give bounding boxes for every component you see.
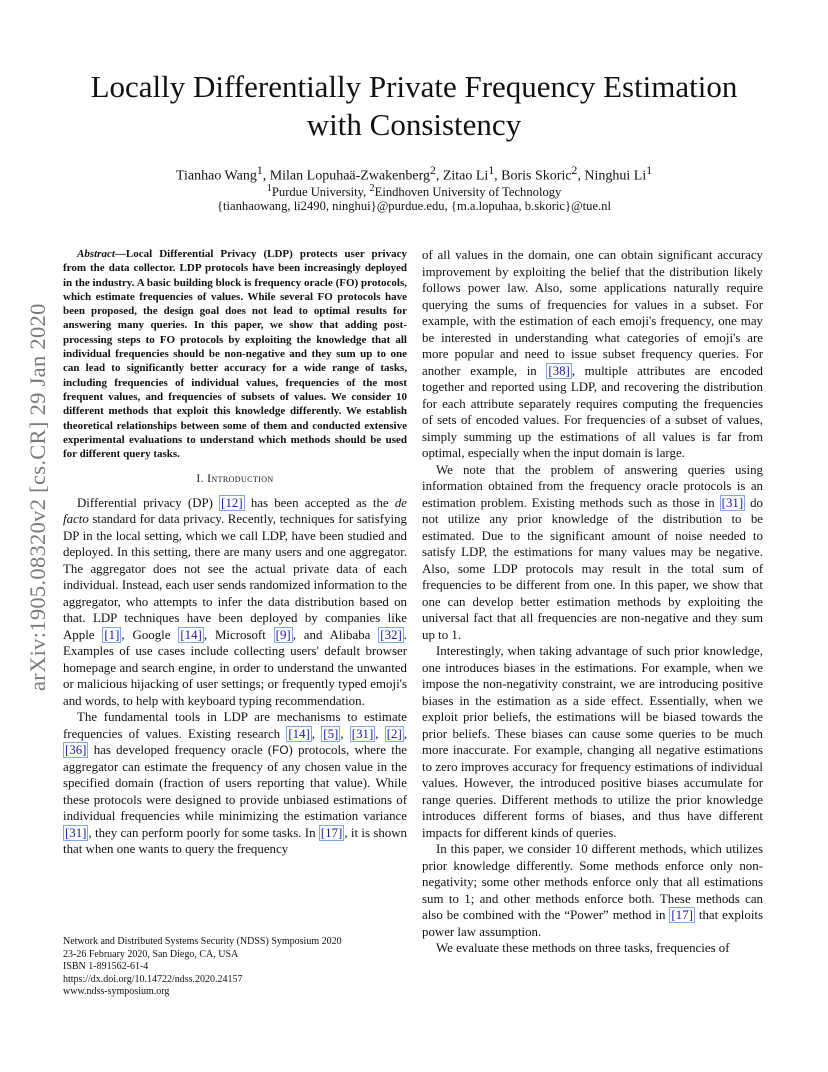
author-emails: {tianhaowang, li2490, ninghui}@purdue.edu, {m.a.lopuhaa, b.skoric}@tue.nl [217, 199, 611, 213]
citation-link[interactable]: [36] [65, 743, 87, 758]
citation-link[interactable]: [17] [671, 908, 693, 922]
abstract-text: —Local Differential Privacy (LDP) protects user privacy from the data collector. LDP protocols have been increasingly deployed in the industry. A basic building block is frequency oracle (FO) protocols, which estimate frequencies of values. While several FO protocols have been proposed, the design goal does not lead to optimal results for answering many queries. In this paper, we show that adding post-processing steps to FO protocols by exploiting the knowledge that all individual frequencies should be non-negative and they sum up to one can lead to significantly better accuracy for a wide range of tasks, including frequencies of individual values, frequencies of the most frequent values, and frequencies of subsets of values. We consider 10 different methods that exploit this knowledge differently. We establish theoretical relationships between some of them and conducted extensive experimental evaluations to understand which methods should be used for different query tasks. [63, 248, 407, 461]
author-sup: 2 [430, 164, 436, 177]
citation-link[interactable]: [1] [104, 627, 120, 642]
body-paragraph-3: Interestingly, when taking advantage of such prior knowledge, one introduces biases in the estimations. For example, when we impose the non-negativity constraint, we are introducing positive biases in the estimation as a side effect. Essentially, when we exploit prior beliefs, the estimations will be biased towards the prior beliefs. These biases can cause some queries to be much more inaccurate. For example, changing all negative estimations to zero improves accuracy for frequency estimations of individual values. However, the introduced positive biases accumulate for range queries. Different methods to utilize the prior knowledge introduces different forms of biases, and thus have different impacts for different kinds of queries. [422, 644, 763, 840]
citation-link[interactable]: [5] [323, 726, 339, 741]
abstract-label: Abstract [77, 248, 115, 260]
fo-acronym: FO [272, 743, 289, 758]
footer-line: 23-26 February 2020, San Diego, CA, USA [63, 948, 239, 960]
body-paragraph-5: We evaluate these methods on three tasks, frequencies of [436, 941, 730, 955]
author-sup: 2 [571, 164, 578, 177]
author-list: Tianhao Wang$^1$, Milan Lopuhaä-Zwakenberg$^2$, Zitao Li$^1$, Boris Skoric$^2$, Ninghui Li$^1$ [175, 164, 653, 184]
right-column [422, 247, 763, 957]
body-paragraph-1: of all values in the domain, one can obtain significant accuracy improvement by exploiting the belief that the distribution likely follows power law. Also, some applications naturally require querying the sums of frequencies for values in a subset. For example, with the estimation of each emoji's frequency, one may be interested in understanding what categories of emoji's are more popular and need to issue subset frequency queries. For another example, in [38] , multiple attributes are encoded together and reported using LDP, and recovering the distribution for each attribute separately requires computing the frequencies of sets of encoded values. For frequencies of a subset of values, simply summing up the estimations of all values is far from optimal, especially when the input domain is large. [422, 248, 763, 460]
author-sup: 1 [646, 164, 653, 177]
citation-link[interactable]: [31] [65, 825, 87, 840]
paper-title [60, 68, 768, 144]
affil-eindhoven: Eindhoven University of Technology [374, 185, 562, 200]
citation-link[interactable]: [38] [548, 363, 570, 378]
citation-link[interactable]: [9] [275, 627, 291, 642]
body-paragraph-4: In this paper, we consider 10 different methods, which utilizes prior knowledge differently. Some methods enforce only non-negativity; some other methods enforce only that all estimations sum to 1; and other methods enforce both. These methods can also be combined with the “Power” method in [17] that exploits power law assumption. [422, 842, 763, 939]
arxiv-stamp: arXiv:1905.08320v2 [cs.CR] 29 Jan 2020 [25, 303, 50, 691]
affil-sup: 1 [266, 183, 272, 194]
abstract [63, 247, 407, 461]
footer-line: Network and Distributed Systems Security (NDSS) Symposium 2020 [63, 936, 342, 947]
conference-footer [63, 936, 407, 999]
author-name: Milan Lopuhaä-Zwakenberg [269, 168, 430, 184]
citation-link[interactable]: [32] [380, 627, 402, 642]
author-sup: 1 [256, 164, 263, 177]
section-heading: I. Introduction [196, 473, 274, 486]
citation-link[interactable]: [31] [351, 726, 374, 741]
affil-sup: 2 [369, 183, 375, 194]
footer-doi-link[interactable]: https://dx.doi.org/10.14722/ndss.2020.24157 [63, 973, 243, 985]
citation-link[interactable]: [31] [721, 495, 744, 510]
author-name: Ninghui Li [584, 168, 647, 184]
body-paragraph-2: We note that the problem of answering queries using information obtained from the frequency oracle protocols is an estimation problem. Existing methods such as those in [31] do not utilize any prior knowledge of the distribution to be estimated. Due to the significant amount of noise needed to satisfy LDP, the estimations for many values may be negative. Also, some LDP protocols may result in the total sum of frequencies to be different from one. In this paper, we show that one can develop better estimation methods by exploiting the universal fact that all frequencies are non-negative and they sum up to 1. [422, 462, 763, 642]
emphasis: de facto [63, 495, 407, 527]
author-name: Tianhao Wang [175, 168, 257, 184]
author-sup: 1 [488, 164, 495, 177]
affil-purdue: Purdue University, [271, 185, 370, 200]
citation-link[interactable]: [17] [320, 825, 343, 840]
author-name: Zitao Li [442, 168, 489, 184]
author-name: Boris Skoric [501, 168, 572, 184]
footer-website-link[interactable]: www.ndss-symposium.org [63, 986, 170, 998]
citation-link[interactable]: [12] [221, 495, 243, 510]
title-line-1: Locally Differentially Private Frequency Estimation [90, 69, 738, 104]
footer-line: ISBN 1-891562-61-4 [63, 961, 149, 973]
intro-paragraph-2: The fundamental tools in LDP are mechanisms to estimate frequencies of values. Existing research [14] , [5] , [31] , [2] , [36] has developed frequency oracle (FO) protocols, where the aggregator can estimate the frequency of any chosen value in the specified domain (fraction of users reporting that value). While these protocols were designed to provide unbiased estimations of individual frequencies while minimizing the estimation variance [31] , they can perform poorly for some tasks. In [17] , it is shown that when one wants to query the frequency [63, 710, 407, 857]
citation-link[interactable]: [2] [386, 726, 402, 741]
intro-paragraph-1: Differential privacy (DP) [12] has been accepted as the de facto standard for data privacy. Recently, techniques for satisfying DP in the local setting, which we call LDP, have been studied and deployed. In this setting, there are many users and one aggregator. The aggregator does not see the actual private data of each individual. Instead, each user sends randomized information to the aggregator, who attempts to infer the data distribution based on that. LDP techniques have been deployed by companies like Apple [1] , Google [14] , Microsoft [9] , and Alibaba [32] . Examples of use cases include collecting users' default browser homepage and search engine, in order to understand the unwanted or malicious hijacking of user settings; or frequently typed emoji's and words, to help with keyboard typing recommendation. [63, 495, 407, 708]
left-column [63, 247, 407, 858]
citation-link[interactable]: [14] [288, 726, 310, 741]
title-line-2: with Consistency [306, 107, 522, 142]
citation-link[interactable]: [14] [180, 627, 202, 642]
